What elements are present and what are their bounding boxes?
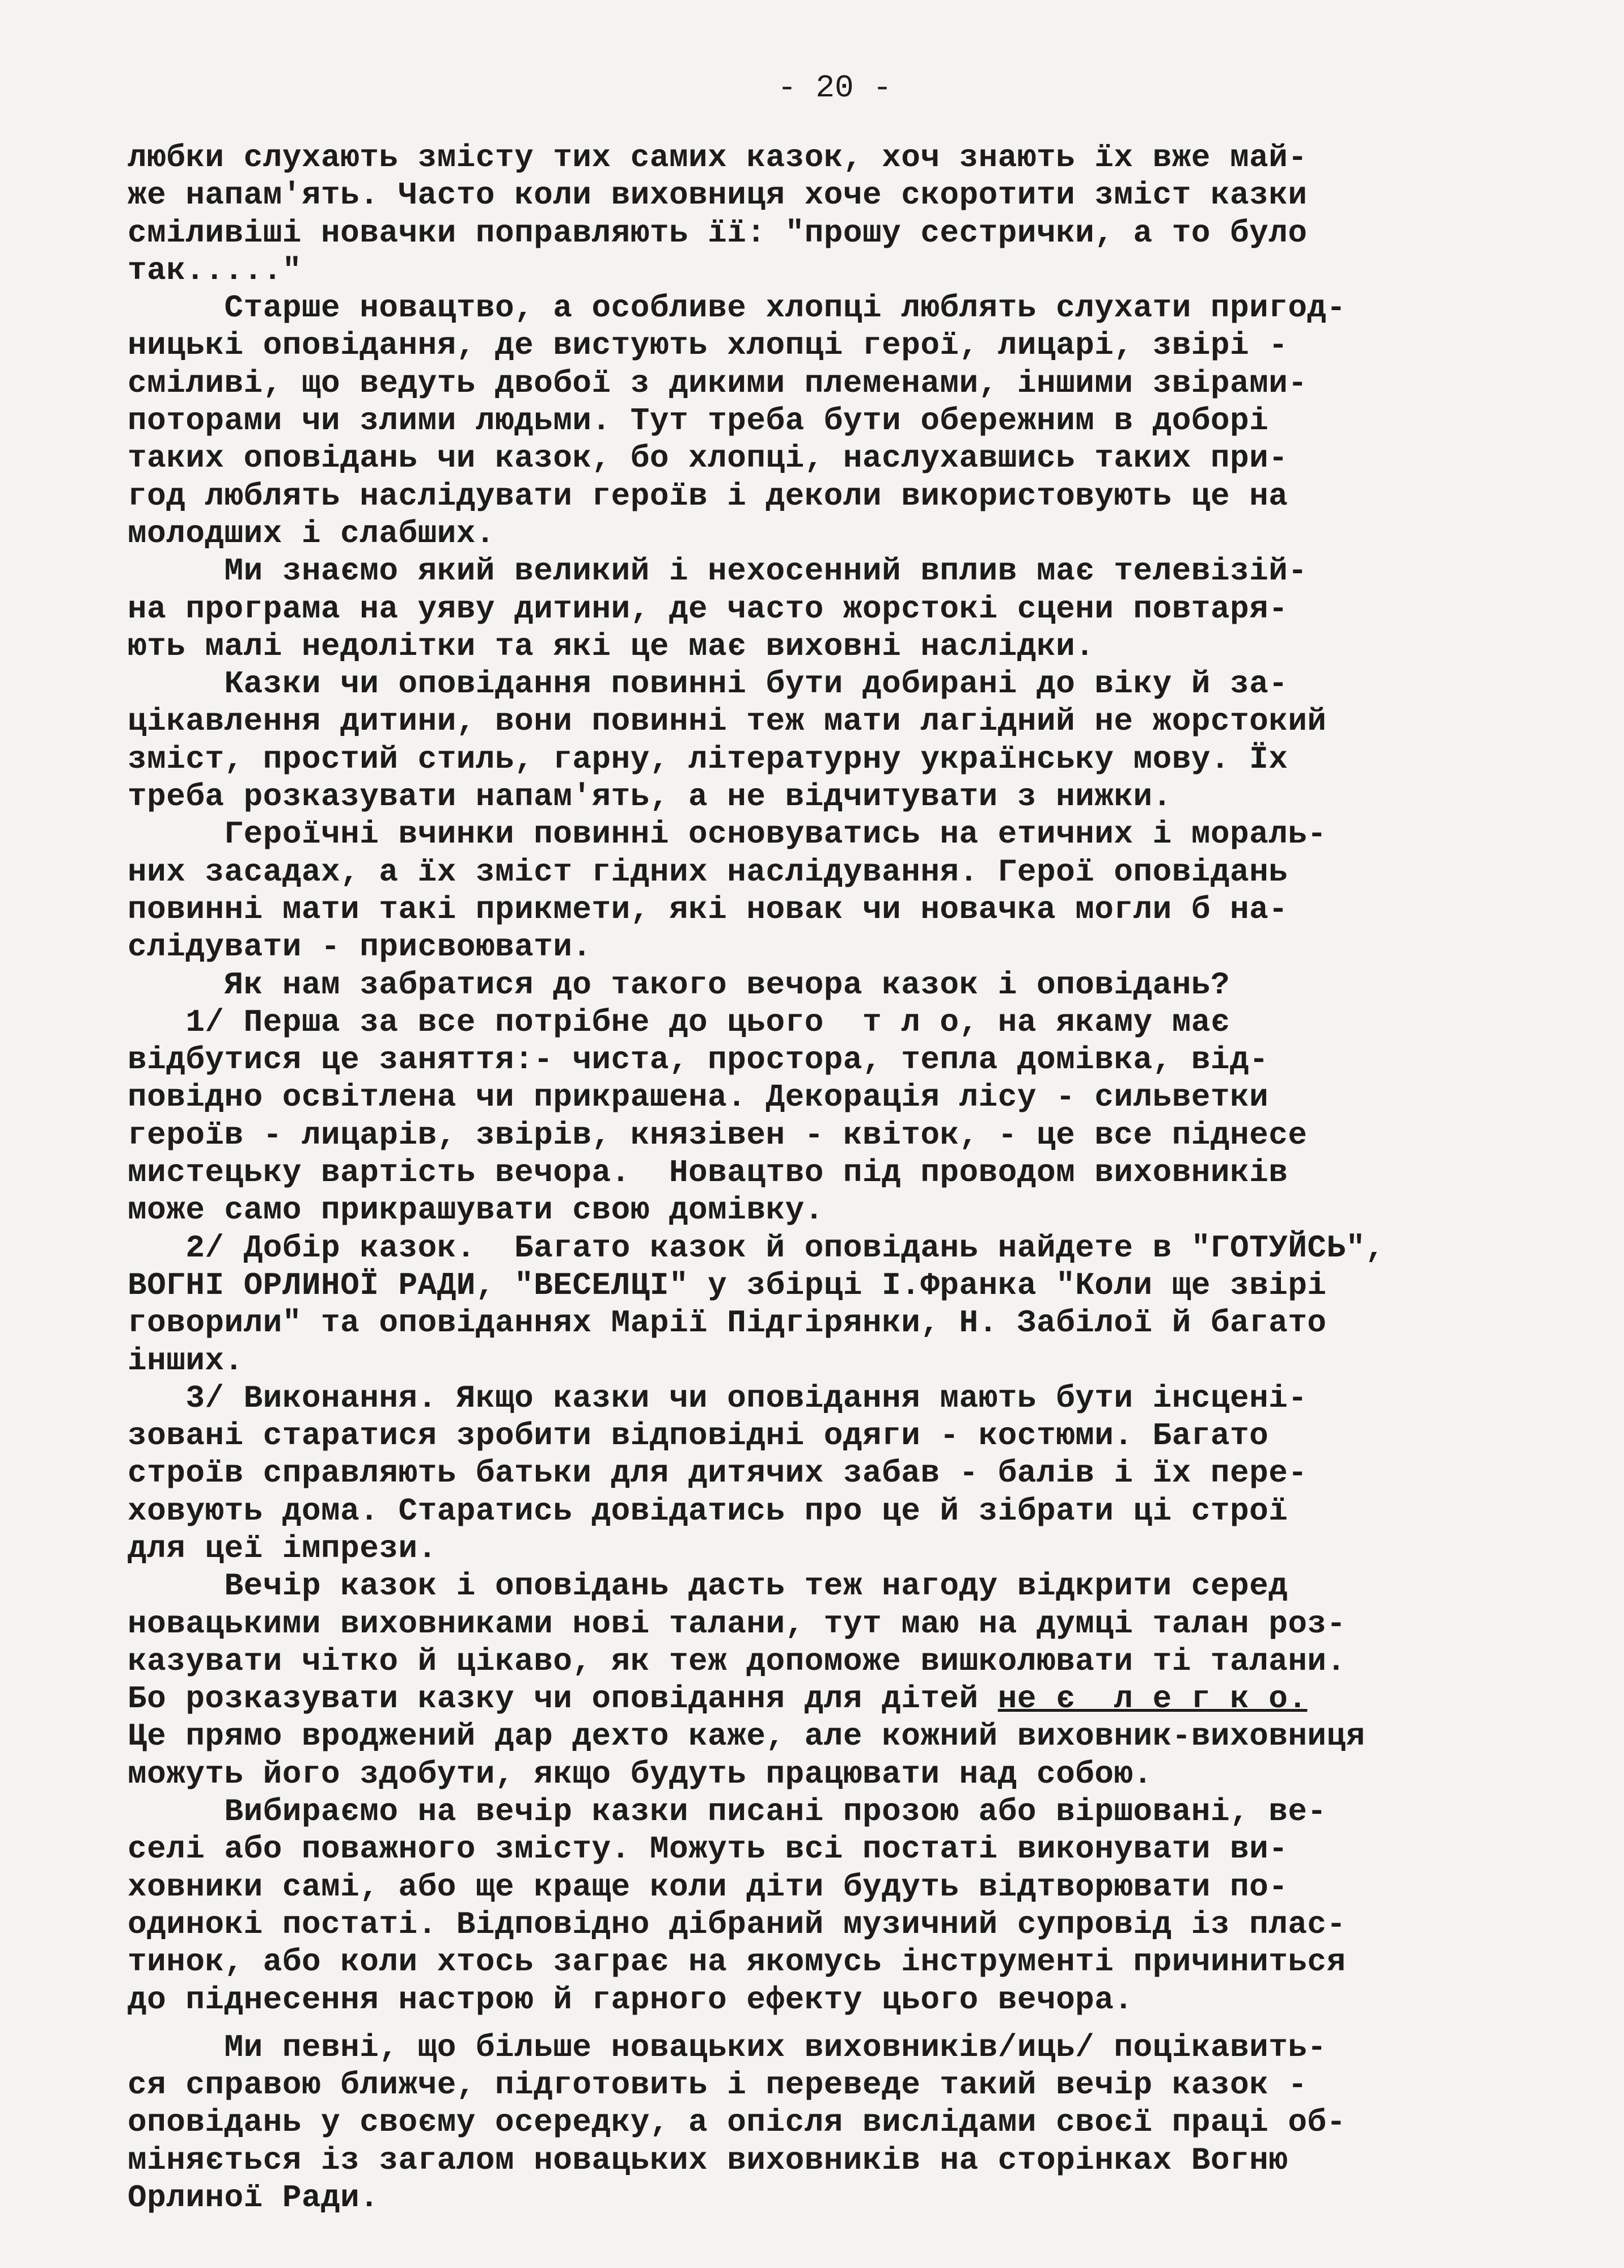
text-line: Вечір казок і оповідань дасть теж нагоду відкрити серед [128,1568,1288,1605]
text-line: героїв - лицарів, звірів, князівен - квіток, - це все піднесе [128,1116,1308,1153]
text-line: казувати чітко й цікаво, як теж допоможе вишколювати ті талани. [128,1643,1346,1679]
text-line: повідно освітлена чи прикрашена. Декорація лісу - сильветки [128,1079,1269,1116]
text-line: мистецьку вартість вечора. Новацтво під проводом виховників [128,1154,1288,1191]
text-line: так....." [128,252,302,289]
text-line: год люблять наслідувати героїв і деколи використовують це на [128,477,1288,514]
text-line: Це прямо вроджений дар дехто каже, але кожний виховник-виховниця [128,1718,1365,1755]
text-line: може само прикрашувати свою домівку. [128,1192,824,1229]
text-line: новацькими виховниками нові талани, тут маю на думці талан роз- [128,1605,1346,1642]
text-line: відбутися це заняття:- чиста, простора, тепла домівка, від- [128,1042,1269,1078]
page-number: - 20 - [777,70,892,106]
text-line: строїв справляють батьки для дитячих забав - балів і їх пере- [128,1455,1308,1492]
text-line: Орлиної Ради. [128,2180,379,2216]
text-line: ховники самі, або ще краще коли діти будуть відтворювати по- [128,1868,1288,1905]
text-line: ють малі недолітки та які це має виховні наслідки. [128,628,1095,665]
text-line: сміливі, що ведуть двобої з дикими племенами, іншими звірами- [128,365,1308,401]
text-line: 1/ Перша за все потрібне до цього т л о, на якаму має [128,1004,1230,1040]
text-line: поторами чи злими людьми. Тут треба бути обережним в доборі [128,403,1269,439]
text-line: Як нам забратися до такого вечора казок і оповідань? [128,966,1230,1003]
text-line: ховують дома. Старатись довідатись про це й зібрати ці строї [128,1492,1288,1529]
text-line: говорили" та оповіданнях Марії Підгірянки, Н. Забілої й багато [128,1305,1327,1342]
text-line: Вибираємо на вечір казки писані прозою або віршовані, ве- [128,1793,1327,1830]
body-text [128,139,1505,2216]
text-line: Казки чи оповідання повинні бути добирані до віку й за- [128,666,1288,703]
paragraph-gap [128,2019,1505,2029]
text-line: треба розказувати напам'ять, а не відчитувати з нижки. [128,778,1172,815]
text-line: одинокі постаті. Відповідно дібраний музичний супровід із плас- [128,1906,1346,1943]
text-line: на програма на уяву дитини, де часто жорстокі сцени повтаря- [128,590,1288,627]
text-line: для цеї імпрези. [128,1530,437,1567]
text-line: ницькі оповідання, де вистують хлопці герої, лицарі, звірі - [128,327,1288,364]
text-line: тинок, або коли хтось заграє на якомусь інструменті причиниться [128,1944,1346,1981]
text-line: селі або поважного змісту. Можуть всі постаті виконувати ви- [128,1831,1288,1868]
text-line: міняється із загалом новацьких виховників на сторінках Вогню [128,2142,1288,2178]
text-line: Ми знаємо який великий і нехосенний вплив має телевізій- [128,553,1308,590]
text-line-with-underline [128,1680,1505,1717]
text-line: Ми певні, що більше новацьких виховників/иць/ поцікавить- [128,2029,1327,2066]
text-line: зміст, простий стиль, гарну, літературну українську мову. Їх [128,741,1288,777]
underlined-phrase: не є л е г к о. [997,1681,1308,1717]
text-line: ВОГНІ ОРЛИНОЇ РАДИ, "ВЕСЕЛЦІ" у збірці І.Франка "Коли ще звірі [128,1267,1327,1304]
text-line: 3/ Виконання. Якщо казки чи оповідання мають бути інсцені- [128,1380,1308,1416]
text-line: цікавлення дитини, вони повинні теж мати лагідний не жорстокий [128,703,1327,740]
text-line: же напам'ять. Часто коли виховниця хоче скоротити зміст казки [128,177,1308,214]
text-line: зовані старатися зробити відповідні одяги - костюми. Багато [128,1417,1269,1454]
text-line: інших. [128,1342,244,1379]
text-line: них засадах, а їх зміст гідних наслідування. Герої оповідань [128,853,1288,890]
text-line: ся справою ближче, підготовить і переведе такий вечір казок - [128,2067,1308,2104]
text-line: слідувати - присвоювати. [128,929,592,966]
text-line: можуть його здобути, якщо будуть працювати над собою. [128,1755,1153,1792]
text-line: повинні мати такі прикмети, які новак чи новачка могли б на- [128,891,1288,928]
text-line: Героїчні вчинки повинні основуватись на етичних і мораль- [128,816,1327,853]
text-line: таких оповідань чи казок, бо хлопці, наслухавшись таких при- [128,440,1288,477]
text-line: любки слухають змісту тих самих казок, хоч знають їх вже май- [128,139,1308,176]
text-line: до піднесення настрою й гарного ефекту цього вечора. [128,1981,1134,2018]
text-line: оповідань у своєму осередку, а опісля вислідами своєї праці об- [128,2104,1346,2141]
text-fragment: Бо розказувати казку чи оповідання для дітей [128,1681,998,1717]
text-line: молодших і слабших. [128,515,496,552]
text-line: сміливіші новачки поправляють її: "прошу сестрички, а то було [128,214,1308,251]
text-line: 2/ Добір казок. Багато казок й оповідань найдете в "ГОТУЙСЬ", [128,1229,1385,1266]
text-line: Старше новацтво, а особливе хлопці люблять слухати пригод- [128,290,1346,327]
